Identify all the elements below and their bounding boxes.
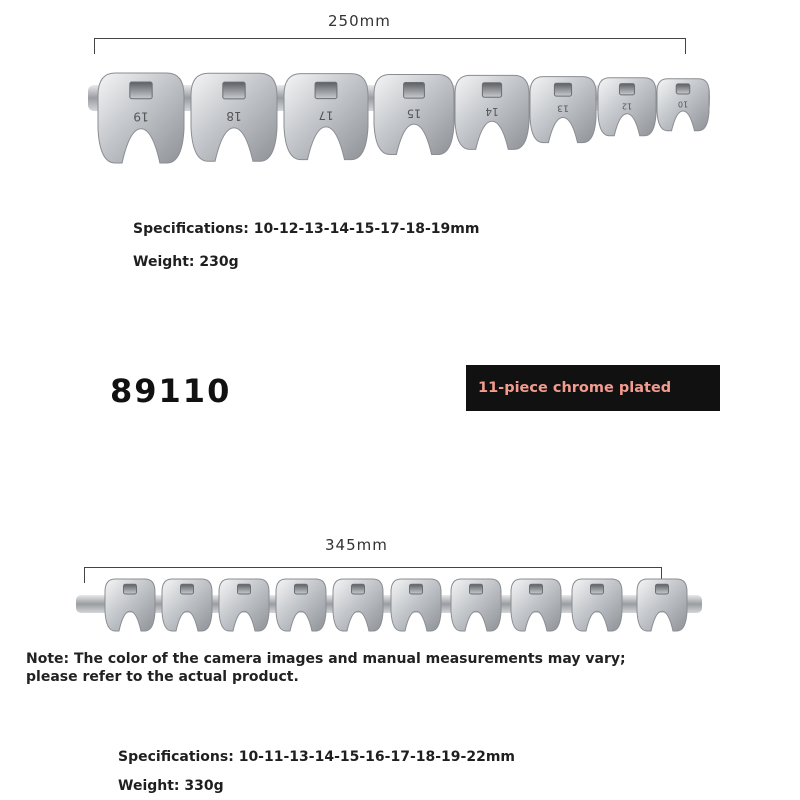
- bottom-dimension-label: 345mm: [325, 536, 388, 554]
- bottom-wrench: [637, 579, 687, 631]
- bottom-wrench: [572, 579, 622, 631]
- top-wrench-size-label: 19: [133, 109, 149, 124]
- top-specifications: Specifications: 10-12-13-14-15-17-18-19mm: [133, 221, 480, 237]
- disclaimer-note: Note: The color of the camera images and manual measurements may vary; please refer to the actual product.: [26, 651, 626, 685]
- top-wrench-size-label: 15: [406, 106, 422, 120]
- top-wrench-size-label: 13: [557, 102, 569, 114]
- top-wrench: [98, 73, 184, 163]
- bottom-wrench: [276, 579, 326, 631]
- product-badge: [466, 365, 720, 411]
- top-wrench-size-label: 10: [677, 99, 689, 109]
- top-dimension-line: [94, 38, 686, 39]
- top-wrench: [191, 73, 277, 161]
- product-badge-text: 11-piece chrome plated: [478, 380, 672, 396]
- top-wrench: [374, 75, 454, 155]
- top-wrench-size-label: 12: [621, 101, 633, 112]
- top-wrench-size-label: 18: [226, 109, 242, 124]
- top-wrench: [598, 78, 656, 136]
- top-wrench-size-label: 14: [485, 104, 499, 117]
- bottom-wrench: [219, 579, 269, 631]
- top-wrench: [530, 77, 596, 143]
- top-dimension-label: 250mm: [328, 12, 391, 30]
- bottom-wrench-set-image: [70, 575, 710, 640]
- top-wrench: [284, 74, 368, 160]
- top-wrench: [455, 75, 529, 149]
- top-wrench-size-label: 17: [318, 108, 334, 123]
- top-weight: Weight: 230g: [133, 254, 239, 270]
- bottom-dimension-line: [84, 567, 662, 568]
- bottom-wrench: [451, 579, 501, 631]
- bottom-wrench: [333, 579, 383, 631]
- bottom-wrench: [162, 579, 212, 631]
- top-dimension-tick-right: [685, 38, 686, 54]
- bottom-wrench: [511, 579, 561, 631]
- bottom-specifications: Specifications: 10-11-13-14-15-16-17-18-19-22mm: [118, 749, 515, 765]
- top-dimension-tick-left: [94, 38, 95, 54]
- bottom-wrench: [391, 579, 441, 631]
- bottom-wrench: [105, 579, 155, 631]
- top-wrench: [657, 79, 709, 131]
- bottom-weight: Weight: 330g: [118, 778, 224, 794]
- model-number: 89110: [110, 372, 232, 410]
- top-wrench-set-image: [80, 55, 720, 165]
